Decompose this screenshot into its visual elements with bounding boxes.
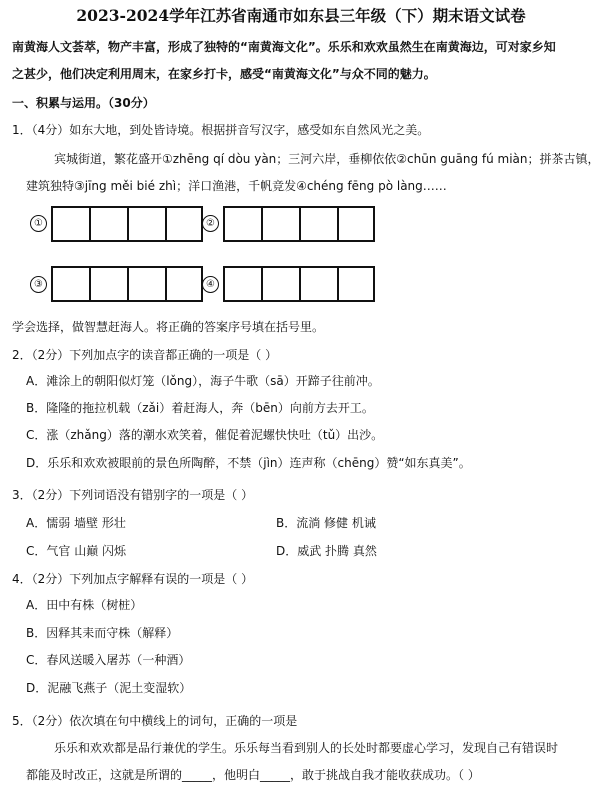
q1-passage-line-2: 建筑独特③jīng měi bié zhì；洋口渔港，千帆竞发④chéng fēng pò làng…… [26, 179, 447, 193]
q4-option-d[interactable]: D．泥融飞燕子（泥土变湿软） [26, 681, 192, 695]
q3-option-c[interactable]: C．气官 山巅 闪烁 [26, 544, 127, 558]
q3-option-b[interactable]: B．流淌 修健 机诫 [276, 516, 376, 530]
page-title: 2023-2024学年江苏省南通市如东县三年级（下）期末语文试卷 [76, 6, 526, 25]
q2-option-a[interactable]: A．滩涂上的朝阳似灯笼（lǒng），海子牛歌（sā）开蹄子往前冲。 [26, 374, 380, 388]
grid-cell[interactable] [51, 206, 89, 242]
grid-cell[interactable] [337, 266, 375, 302]
grid-cell[interactable] [337, 206, 375, 242]
grid-label-3: ③ [30, 276, 47, 293]
q4-option-c[interactable]: C．春风送暖入屠苏（一种酒） [26, 653, 191, 667]
grid-label-2: ② [202, 215, 219, 232]
grid-cell[interactable] [223, 206, 261, 242]
q5-stem: 5．（2分）依次填在句中横线上的词句，正确的一项是 [12, 714, 298, 728]
answer-grid-4[interactable] [223, 266, 375, 302]
q3-option-d[interactable]: D．威武 扑腾 真然 [276, 544, 377, 558]
q2-option-b[interactable]: B．隆隆的拖拉机载（zǎi）着赶海人，奔（bēn）向前方去开工。 [26, 401, 374, 415]
answer-grid-3[interactable] [51, 266, 203, 302]
grid-cell[interactable] [299, 266, 337, 302]
q4-stem: 4．（2分）下列加点字解释有误的一项是（ ） [12, 572, 254, 586]
answer-grid-1[interactable] [51, 206, 203, 242]
answer-grid-2[interactable] [223, 206, 375, 242]
q4-option-a[interactable]: A．田中有株（树桩） [26, 598, 143, 612]
q2-intro: 学会选择，做智慧赶海人。将正确的答案序号填在括号里。 [12, 320, 325, 334]
q4-option-b[interactable]: B．因释其耒而守株（解释） [26, 626, 179, 640]
q5-passage-line-2: 都能及时改正，这就是所谓的_____，他明白_____，敢于挑战自我才能收获成功。（ ） [26, 768, 480, 782]
grid-cell[interactable] [89, 206, 127, 242]
grid-cell[interactable] [51, 266, 89, 302]
q5-passage-line-1: 乐乐和欢欢都是品行兼优的学生。乐乐每当看到别人的长处时都要虚心学习，发现自己有错误时 [54, 741, 559, 755]
section-heading: 一、积累与运用。（30分） [12, 96, 155, 110]
grid-cell[interactable] [261, 266, 299, 302]
q3-option-a[interactable]: A．懦弱 墙壁 形壮 [26, 516, 126, 530]
grid-cell[interactable] [127, 206, 165, 242]
grid-label-1: ① [30, 215, 47, 232]
intro-line-2: 之甚少，他们决定利用周末，在家乡打卡，感受“南黄海文化”与众不同的魅力。 [12, 67, 436, 81]
grid-cell[interactable] [165, 206, 203, 242]
q2-option-d[interactable]: D．乐乐和欢欢被眼前的景色所陶醉，不禁（jìn）连声称（chēng）赞“如东真美”。 [26, 456, 471, 470]
grid-cell[interactable] [165, 266, 203, 302]
intro-line-1: 南黄海人文荟萃，物产丰富，形成了独特的“南黄海文化”。乐乐和欢欢虽然生在南黄海边，可对家乡知 [12, 40, 556, 54]
q2-option-c[interactable]: C．涨（zhǎng）落的潮水欢笑着，催促着泥螺快快吐（tǔ）出沙。 [26, 428, 384, 442]
grid-cell[interactable] [261, 206, 299, 242]
grid-cell[interactable] [89, 266, 127, 302]
q2-stem: 2．（2分）下列加点字的读音都正确的一项是（ ） [12, 348, 278, 362]
grid-cell[interactable] [299, 206, 337, 242]
q3-stem: 3．（2分）下列词语没有错别字的一项是（ ） [12, 488, 254, 502]
grid-cell[interactable] [223, 266, 261, 302]
grid-label-4: ④ [202, 276, 219, 293]
grid-cell[interactable] [127, 266, 165, 302]
q1-passage-line-1: 宾城街道，繁花盛开①zhēng qí dòu yàn；三河六岸，垂柳依依②chūn guāng fú miàn；拼茶古镇， [54, 152, 600, 166]
q1-stem: 1．（4分）如东大地，到处皆诗境。根据拼音写汉字，感受如东自然风光之美。 [12, 123, 430, 137]
